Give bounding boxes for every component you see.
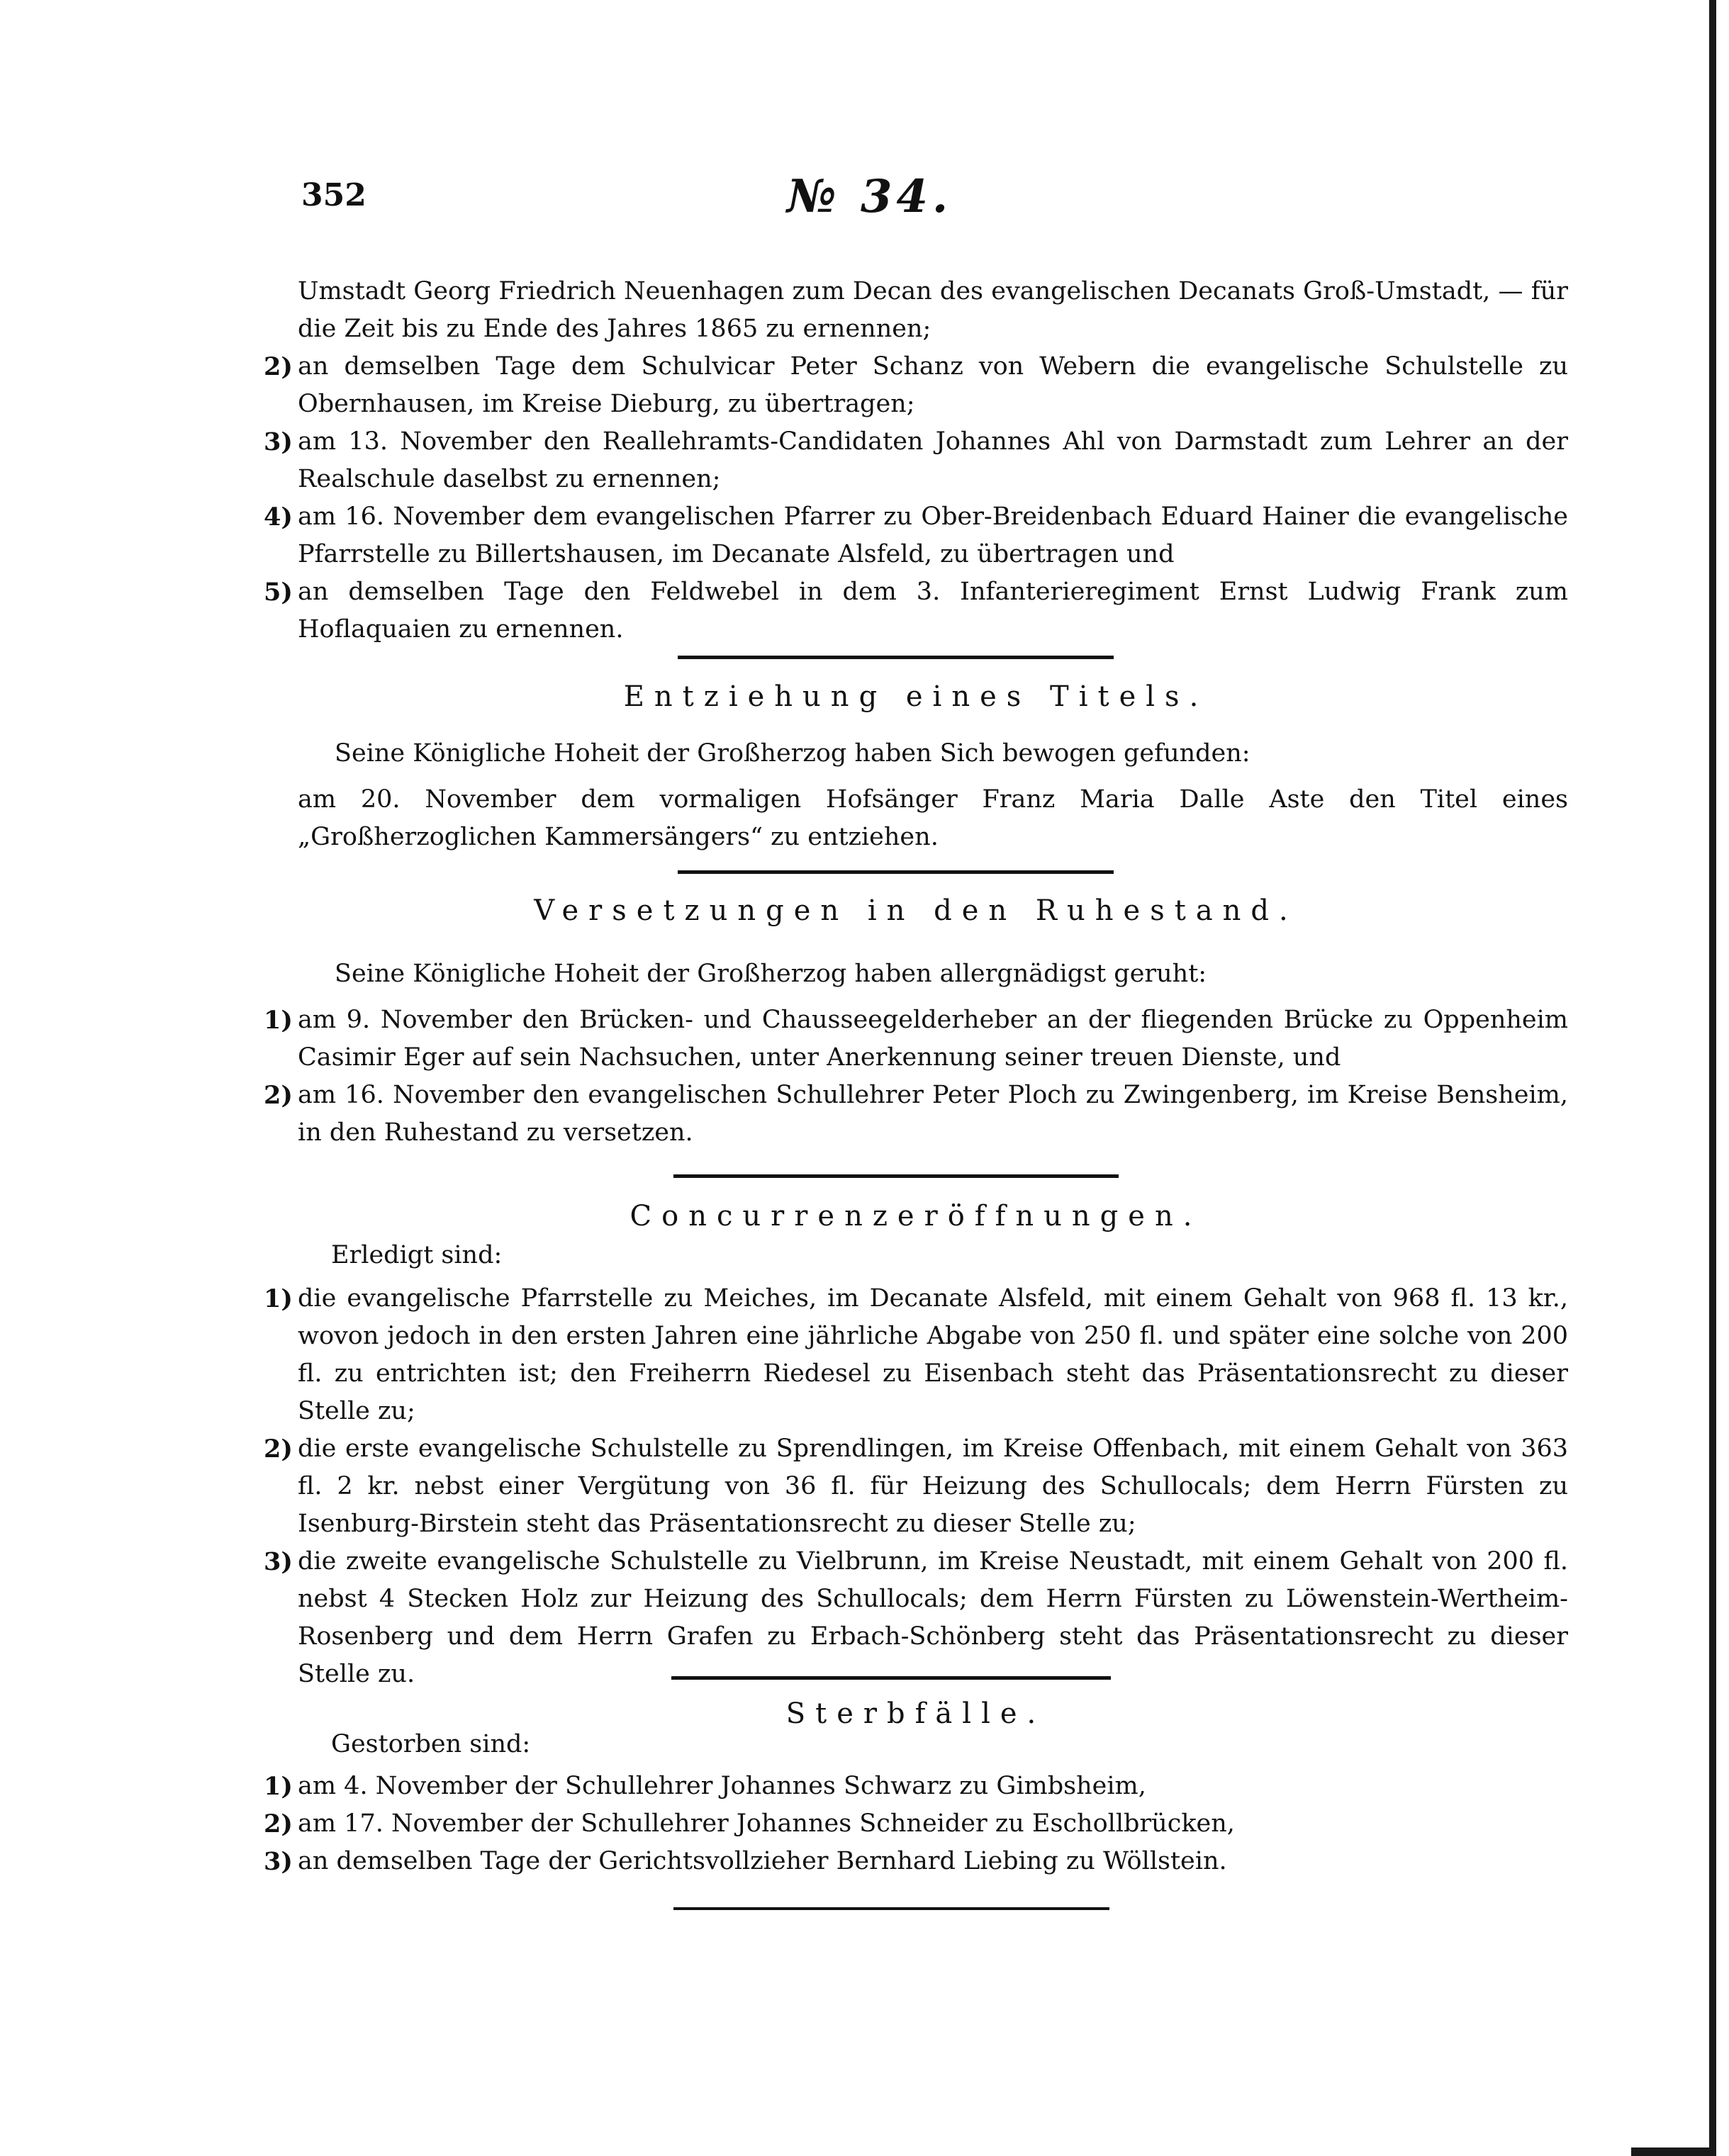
item-text: die zweite evangelische Schulstelle zu Vielbrunn, im Kreise Neustadt, mit einem Gehalt von 200 fl. nebst 4 Stecken Holz zur Heizung des Schullocals; dem Herrn Fürsten zu Löwenstein-Wertheim-Rosenberg und dem Herrn Grafen zu Erbach-Schönberg steht das Präsentationsrecht zu dieser Stelle zu. xyxy=(298,1547,1568,1688)
scan-edge-bottom xyxy=(1631,2147,1716,2156)
list-item xyxy=(264,423,1568,498)
item-number: 1) xyxy=(264,1284,293,1313)
list-item xyxy=(264,1543,1568,1693)
item-number: 3) xyxy=(264,1547,293,1576)
scan-edge xyxy=(1709,0,1716,2156)
concurrenz-section xyxy=(264,1237,1568,1693)
issue-number: № 34. xyxy=(787,170,953,223)
section-heading: Versetzungen in den Ruhestand. xyxy=(534,894,1298,927)
section-lead: Erledigt sind: xyxy=(331,1241,503,1269)
list-item xyxy=(264,1001,1568,1077)
item-number: 1) xyxy=(264,1006,293,1035)
section-divider xyxy=(671,1676,1111,1680)
sterbfaelle-section xyxy=(264,1726,1568,1880)
list-item xyxy=(264,1768,1568,1805)
section-text: am 20. November dem vormaligen Hofsänger Franz Maria Dalle Aste den Titel eines „Großherzoglichen Kammersängers“ zu entziehen. xyxy=(298,785,1568,851)
list-item xyxy=(264,1430,1568,1543)
section-heading: Concurrenzeröffnungen. xyxy=(630,1200,1202,1233)
item-number: 2) xyxy=(264,1809,293,1838)
section-divider xyxy=(678,656,1114,659)
closing-divider xyxy=(673,1907,1109,1910)
list-item xyxy=(264,1843,1568,1880)
item-text: am 4. November der Schullehrer Johannes Schwarz zu Gimbsheim, xyxy=(298,1772,1146,1800)
list-item xyxy=(264,348,1568,423)
item-text: am 9. November den Brücken- und Chausseegelderheber an der fliegenden Brücke zu Oppenheim Casimir Eger auf sein Nachsuchen, unter Anerkennung seiner treuen Dienste, und xyxy=(298,1006,1568,1072)
item-number: 2) xyxy=(264,1434,293,1464)
item-text: am 17. November der Schullehrer Johannes Schneider zu Eschollbrücken, xyxy=(298,1809,1235,1838)
item-number: 3) xyxy=(264,427,293,456)
section-divider xyxy=(678,870,1114,874)
section-divider xyxy=(673,1174,1119,1178)
item-text: am 13. November den Reallehramts-Candidaten Johannes Ahl von Darmstadt zum Lehrer an der Realschule daselbst zu ernennen; xyxy=(298,427,1568,493)
section-heading: Entziehung eines Titels. xyxy=(623,680,1209,713)
list-item xyxy=(264,1805,1568,1843)
versetzungen-section xyxy=(264,955,1568,1152)
item-number: 1) xyxy=(264,1772,293,1801)
list-item xyxy=(264,498,1568,573)
section-lead: Seine Königliche Hoheit der Großherzog haben allergnädigst geruht: xyxy=(335,960,1207,988)
section-heading: Sterbfälle. xyxy=(785,1697,1046,1730)
item-text: an demselben Tage den Feldwebel in dem 3. Infanterieregiment Ernst Ludwig Frank zum Hoflaquaien zu ernennen. xyxy=(298,578,1568,644)
item-text: die erste evangelische Schulstelle zu Sprendlingen, im Kreise Offenbach, mit einem Gehalt von 363 fl. 2 kr. nebst einer Vergütung von 36 fl. für Heizung des Schullocals; dem Herrn Fürsten zu Isenburg-Birstein steht das Präsentationsrecht zu dieser Stelle zu; xyxy=(298,1434,1568,1538)
item-number: 4) xyxy=(264,502,293,532)
section-lead: Seine Königliche Hoheit der Großherzog haben Sich bewogen gefunden: xyxy=(335,739,1250,768)
item-number: 3) xyxy=(264,1847,293,1876)
item-number: 2) xyxy=(264,352,293,381)
section-lead: Gestorben sind: xyxy=(331,1730,531,1758)
list-item xyxy=(264,1077,1568,1152)
item-text: am 16. November den evangelischen Schullehrer Peter Ploch zu Zwingenberg, im Kreise Bensheim, in den Ruhestand zu versetzen. xyxy=(298,1081,1568,1147)
list-item xyxy=(264,1280,1568,1430)
entziehung-section xyxy=(264,735,1568,856)
page-number: 352 xyxy=(301,177,366,213)
item-number: 5) xyxy=(264,578,293,607)
item-number: 2) xyxy=(264,1081,293,1110)
item-text: am 16. November dem evangelischen Pfarrer zu Ober-Breidenbach Eduard Hainer die evangelische Pfarrstelle zu Billertshausen, im Decanate Alsfeld, zu übertragen und xyxy=(298,502,1568,568)
intro-paragraph: Umstadt Georg Friedrich Neuenhagen zum Decan des evangelischen Decanats Groß-Umstadt, — für die Zeit bis zu Ende des Jahres 1865 zu ernennen; xyxy=(298,277,1568,343)
item-text: an demselben Tage dem Schulvicar Peter Schanz von Webern die evangelische Schulstelle zu Obernhausen, im Kreise Dieburg, zu übertragen; xyxy=(298,352,1568,418)
item-text: die evangelische Pfarrstelle zu Meiches, im Decanate Alsfeld, mit einem Gehalt von 968 fl. 13 kr., wovon jedoch in den ersten Jahren eine jährliche Abgabe von 250 fl. und später eine solche von 200 fl. zu entrichten ist; den Freiherrn Riedesel zu Eisenbach steht das Präsentationsrecht zu dieser Stelle zu; xyxy=(298,1284,1568,1425)
item-text: an demselben Tage der Gerichtsvollzieher Bernhard Liebing zu Wöllstein. xyxy=(298,1847,1227,1875)
list-item xyxy=(264,573,1568,649)
intro-section xyxy=(264,273,1568,649)
